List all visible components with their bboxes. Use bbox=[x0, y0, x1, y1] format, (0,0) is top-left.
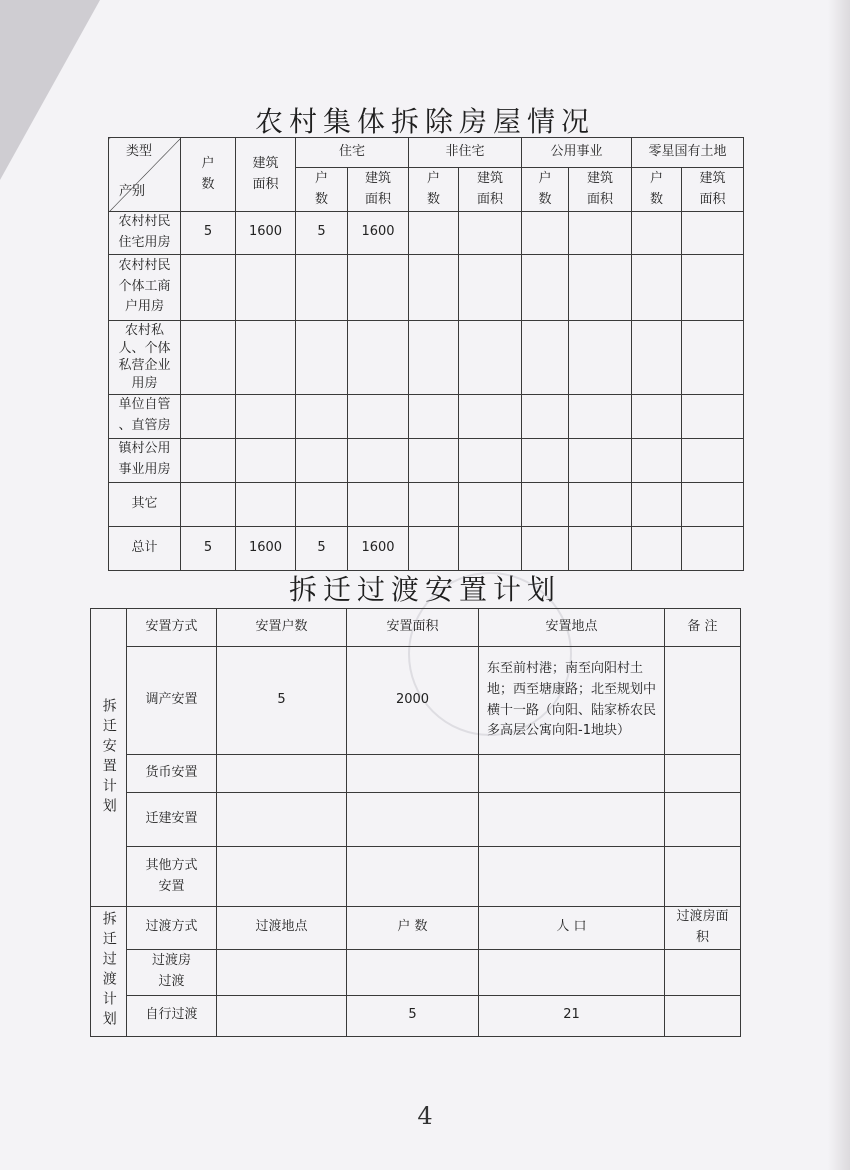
location bbox=[479, 847, 665, 907]
header-location: 安置地点 bbox=[479, 609, 665, 647]
cell bbox=[682, 320, 744, 394]
header-area: 安置面积 bbox=[347, 609, 479, 647]
cell bbox=[632, 526, 682, 570]
sub-header-households: 户 数 bbox=[522, 168, 569, 212]
cell bbox=[632, 438, 682, 482]
note bbox=[665, 793, 741, 847]
cell: 1600 bbox=[348, 212, 409, 255]
cell bbox=[682, 254, 744, 320]
cell bbox=[632, 212, 682, 255]
cell bbox=[181, 254, 236, 320]
cell: 1600 bbox=[236, 212, 296, 255]
place bbox=[217, 949, 347, 995]
area: 2000 bbox=[347, 647, 479, 755]
cell bbox=[296, 254, 348, 320]
area bbox=[347, 755, 479, 793]
header-floor-area: 建筑 面积 bbox=[236, 138, 296, 212]
cell bbox=[522, 320, 569, 394]
area bbox=[665, 949, 741, 995]
row-label: 镇村公用 事业用房 bbox=[109, 438, 181, 482]
header-group-non-residential: 非住宅 bbox=[409, 138, 522, 168]
cell bbox=[409, 212, 459, 255]
header-group-state-land: 零星国有土地 bbox=[632, 138, 744, 168]
cell bbox=[682, 394, 744, 438]
section-transition-label: 拆迁过渡计划 bbox=[91, 907, 127, 1037]
cell: 1600 bbox=[348, 526, 409, 570]
cell bbox=[632, 482, 682, 526]
transition-header-place: 过渡地点 bbox=[217, 907, 347, 950]
location: 东至前村港；南至向阳村土地；西至塘康路；北至规划中横十一路（向阳、陆家桥农民多高层公寓向阳-1地块） bbox=[479, 647, 665, 755]
cell bbox=[296, 482, 348, 526]
cell bbox=[632, 320, 682, 394]
cell bbox=[522, 394, 569, 438]
population bbox=[479, 949, 665, 995]
area bbox=[347, 793, 479, 847]
table-row bbox=[109, 254, 744, 320]
cell bbox=[682, 438, 744, 482]
cell bbox=[348, 320, 409, 394]
method: 自行过渡 bbox=[127, 995, 217, 1036]
cell bbox=[569, 526, 632, 570]
households: 5 bbox=[217, 647, 347, 755]
cell bbox=[682, 482, 744, 526]
cell bbox=[569, 482, 632, 526]
method: 调产安置 bbox=[127, 647, 217, 755]
table-row bbox=[91, 847, 741, 907]
cell bbox=[522, 482, 569, 526]
location bbox=[479, 755, 665, 793]
resettlement-table bbox=[90, 608, 741, 1037]
table-row bbox=[91, 949, 741, 995]
transition-header-method: 过渡方式 bbox=[127, 907, 217, 950]
table1-title: 农村集体拆除房屋情况 bbox=[254, 105, 595, 138]
cell bbox=[236, 394, 296, 438]
sub-header-area: 建筑 面积 bbox=[348, 168, 409, 212]
households bbox=[217, 755, 347, 793]
cell bbox=[181, 394, 236, 438]
cell: 5 bbox=[181, 526, 236, 570]
header-row-label: 产别 bbox=[119, 184, 146, 200]
cell: 5 bbox=[181, 212, 236, 255]
cell bbox=[296, 320, 348, 394]
sub-header-area: 建筑 面积 bbox=[459, 168, 522, 212]
cell bbox=[296, 394, 348, 438]
table-row bbox=[109, 438, 744, 482]
cell bbox=[236, 320, 296, 394]
cell bbox=[632, 394, 682, 438]
cell bbox=[522, 526, 569, 570]
cell bbox=[569, 212, 632, 255]
cell bbox=[348, 394, 409, 438]
area bbox=[347, 847, 479, 907]
row-label: 其它 bbox=[109, 482, 181, 526]
transition-header-area: 过渡房面 积 bbox=[665, 907, 741, 950]
cell bbox=[569, 438, 632, 482]
method: 货币安置 bbox=[127, 755, 217, 793]
sub-header-area: 建筑 面积 bbox=[682, 168, 744, 212]
area bbox=[665, 995, 741, 1036]
section-resettlement-label: 拆迁安置计划 bbox=[91, 609, 127, 907]
transition-header-households: 户 数 bbox=[347, 907, 479, 950]
sub-header-households: 户 数 bbox=[296, 168, 348, 212]
table-row-total bbox=[109, 526, 744, 570]
cell bbox=[569, 254, 632, 320]
cell bbox=[569, 320, 632, 394]
sub-header-households: 户 数 bbox=[632, 168, 682, 212]
header-type-label: 类型 bbox=[125, 144, 152, 159]
note bbox=[665, 647, 741, 755]
cell bbox=[409, 482, 459, 526]
row-label: 总计 bbox=[109, 526, 181, 570]
households bbox=[347, 949, 479, 995]
cell bbox=[459, 320, 522, 394]
cell bbox=[459, 482, 522, 526]
method: 其他方式 安置 bbox=[127, 847, 217, 907]
table-row bbox=[91, 995, 741, 1036]
cell bbox=[236, 482, 296, 526]
place bbox=[217, 995, 347, 1036]
cell bbox=[409, 320, 459, 394]
table-row bbox=[91, 755, 741, 793]
table2-title: 拆迁过渡安置计划 bbox=[288, 573, 561, 606]
page-number: 4 bbox=[417, 1102, 433, 1130]
cell bbox=[296, 438, 348, 482]
row-label: 农村村民 住宅用房 bbox=[109, 212, 181, 255]
table-row bbox=[91, 793, 741, 847]
transition-header-population: 人 口 bbox=[479, 907, 665, 950]
header-group-public: 公用事业 bbox=[522, 138, 632, 168]
table-row bbox=[109, 320, 744, 394]
cell bbox=[459, 526, 522, 570]
cell bbox=[181, 438, 236, 482]
cell bbox=[181, 320, 236, 394]
table-row bbox=[109, 212, 744, 255]
cell bbox=[682, 526, 744, 570]
cell: 5 bbox=[296, 526, 348, 570]
sub-header-households: 户 数 bbox=[409, 168, 459, 212]
note bbox=[665, 847, 741, 907]
diagonal-header-cell bbox=[109, 138, 181, 212]
cell bbox=[409, 526, 459, 570]
header-group-residential: 住宅 bbox=[296, 138, 409, 168]
population: 21 bbox=[479, 995, 665, 1036]
header-households: 户 数 bbox=[181, 138, 236, 212]
cell bbox=[459, 438, 522, 482]
cell bbox=[348, 254, 409, 320]
cell: 5 bbox=[296, 212, 348, 255]
cell bbox=[459, 394, 522, 438]
cell bbox=[409, 254, 459, 320]
cell bbox=[236, 254, 296, 320]
households bbox=[217, 793, 347, 847]
row-label: 单位自管 、直管房 bbox=[109, 394, 181, 438]
cell bbox=[522, 254, 569, 320]
cell bbox=[682, 212, 744, 255]
cell: 1600 bbox=[236, 526, 296, 570]
header-households: 安置户数 bbox=[217, 609, 347, 647]
cell bbox=[409, 438, 459, 482]
cell bbox=[348, 438, 409, 482]
header-method: 安置方式 bbox=[127, 609, 217, 647]
households bbox=[217, 847, 347, 907]
cell bbox=[522, 212, 569, 255]
cell bbox=[522, 438, 569, 482]
demolition-table bbox=[108, 137, 744, 571]
table-row bbox=[91, 647, 741, 755]
row-label: 农村村民 个体工商 户用房 bbox=[109, 254, 181, 320]
cell bbox=[236, 438, 296, 482]
cell bbox=[569, 394, 632, 438]
header-note: 备 注 bbox=[665, 609, 741, 647]
method: 迁建安置 bbox=[127, 793, 217, 847]
cell bbox=[348, 482, 409, 526]
table-row bbox=[109, 394, 744, 438]
table-row bbox=[109, 482, 744, 526]
sub-header-area: 建筑 面积 bbox=[569, 168, 632, 212]
row-label: 农村私 人、个体 私营企业 用房 bbox=[109, 320, 181, 394]
cell bbox=[181, 482, 236, 526]
households: 5 bbox=[347, 995, 479, 1036]
location bbox=[479, 793, 665, 847]
folded-corner bbox=[0, 0, 100, 180]
note bbox=[665, 755, 741, 793]
method: 过渡房 过渡 bbox=[127, 949, 217, 995]
cell bbox=[409, 394, 459, 438]
cell bbox=[459, 254, 522, 320]
cell bbox=[632, 254, 682, 320]
cell bbox=[459, 212, 522, 255]
